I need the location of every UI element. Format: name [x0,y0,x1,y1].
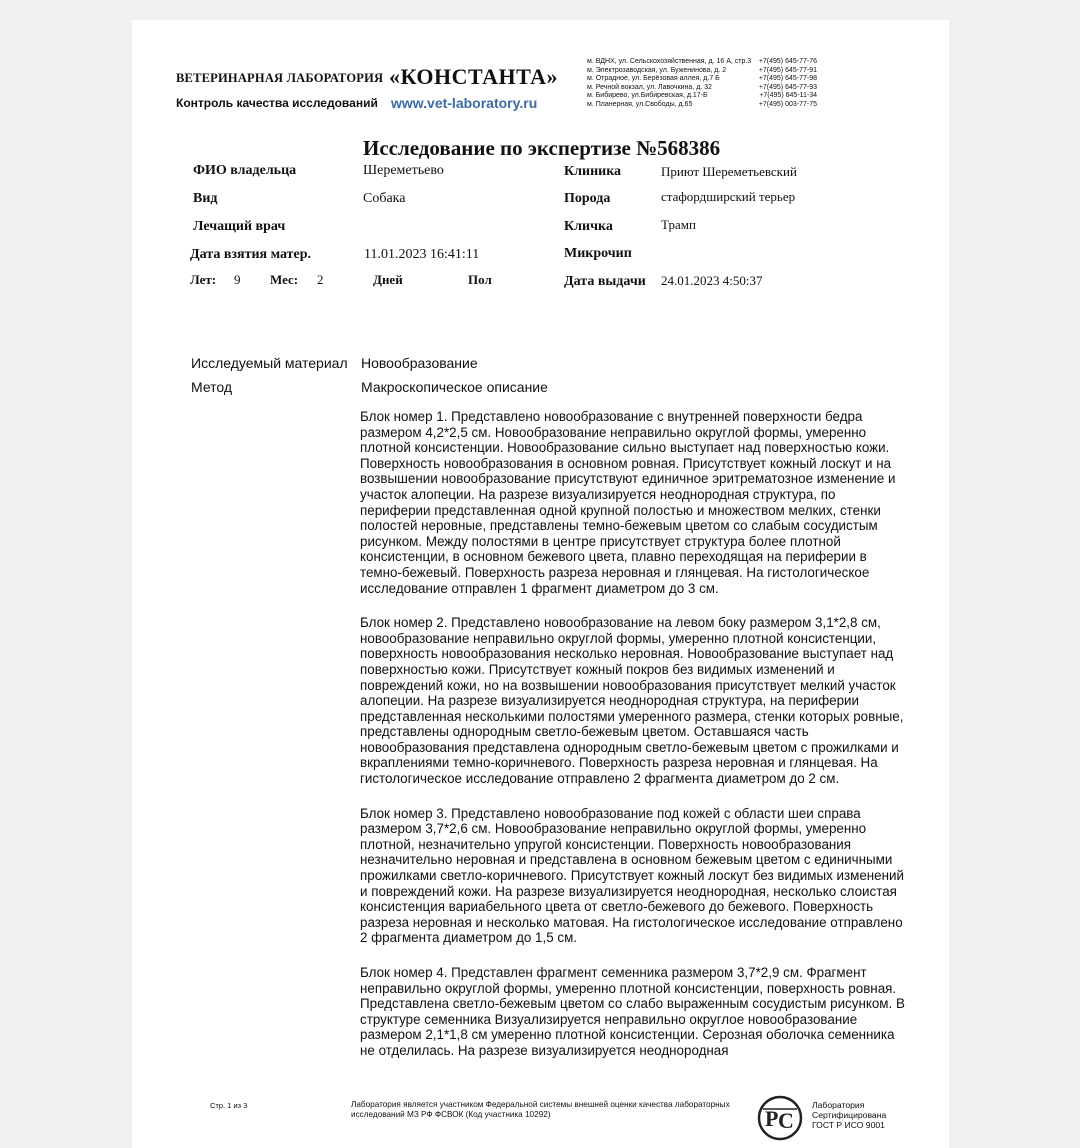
address-row [587,75,817,84]
address-row [587,101,817,110]
block-paragraph: Блок номер 1. Представлено новообразование с внутренней поверхности бедра размером 4,2*2,5 см. Новообразование неправильно округлой формы, умеренно плотной консистенции. Новообразование сильно выступает над поверхностью кожи. Поверхность новообразования в основном ровная. Присутствует кожный лоскут и на возвышении новообразование присутствуют единичное эритрематозное изменение и участок алопеции. На разрезе визуализируется неоднородная структура, по периферии представленная одной крупной полостью и множеством мелких, стенки полостей неровные, представлены темно-бежевым цветом со слабым сосудистым рисунком. Между полостями в центре присутствует структура более плотной консистенции, в основном бежевого цвета, плавно переходящая на периферии в темно-бежевый. Поверхность разреза неровная и глянцевая. На гистологическое исследование отправлен 1 фрагмент диаметром до 3 см. [360,409,896,596]
clinic-label: Клиника [564,164,622,179]
lab-name: ВЕТЕРИНАРНАЯ ЛАБОРАТОРИЯ [176,71,384,85]
years-value: 9 [234,272,241,287]
address-phone: +7(495) 003-77-75 [758,100,817,108]
macroscopic-description [360,409,905,1078]
address-text: м. Планерная, ул.Свободы, д.65 [587,100,693,108]
sex-label: Пол [468,272,492,287]
document-title: Исследование по экспертизе №568386 [363,136,721,160]
svg-text:С: С [778,1108,794,1133]
months-label: Мес: [270,272,299,287]
lab-quality-tagline: Контроль качества исследований [176,96,378,110]
address-text: м. Электрозаводская, ул. Буженинова, д. 2 [587,66,727,74]
address-row [587,67,817,76]
address-phone: +7(495) 645-77-93 [758,83,817,91]
breed-value: стафордширский терьер [661,189,796,204]
species-value: Собака [363,191,406,206]
cert-line: Лаборатория [812,1100,865,1110]
footer-note: Лаборатория является участником Федеральной системы внешней оценки качества лабораторных исследований МЗ РФ ФСВОК (Код участника 10292) [351,1100,730,1119]
address-row [587,92,817,101]
months-value: 2 [317,272,324,287]
address-row [587,58,817,67]
date-taken-label: Дата взятия матер. [190,247,312,262]
lab-addresses [587,58,817,110]
address-phone: +7(495) 645-11-34 [759,92,817,100]
address-text: м. Отрадное, ул. Берёзовая аллея, д.7 Б [587,75,720,83]
address-text: м. Бибирево, ул.Бибиревская, д.17-Б [587,92,708,100]
block-paragraph: Блок номер 4. Представлен фрагмент семенника размером 3,7*2,9 см. Фрагмент неправильно округлой формы, умеренно плотной консистенции, поверхность ровная. Представлена светло-бежевым цветом со слабо выраженным сосудистым рисунком. В структуре семенника Визуализируется неправильно округлое новообразование размером 2,1*1,8 см умеренно плотной консистенции. Серозная оболочка семенника не отделилась. На разрезе визуализируется неоднородная [360,965,905,1058]
doctor-label: Лечащий врач [193,219,286,234]
method-value: Макроскопическое описание [361,379,548,395]
years-label: Лет: [190,272,217,287]
cert-line: Сертифицирована [812,1110,887,1120]
material-value: Новообразование [361,355,478,371]
certification-text [812,1100,912,1130]
address-text: м. Речной вокзал, ул. Лавочкина, д. 32 [587,83,712,91]
method-label: Метод [191,379,233,395]
owner-label: ФИО владельца [193,163,297,178]
pet-name-label: Кличка [564,219,613,234]
brand-name: «КОНСТАНТА» [389,64,559,89]
date-taken-value: 11.01.2023 16:41:11 [364,247,480,262]
document-page [132,20,949,1148]
address-text: м. ВДНХ, ул. Сельскохозяйственная, д. 16 А, стр.3 [587,58,752,65]
certification-seal-icon [757,1095,803,1141]
cert-line: ГОСТ Р ИСО 9001 [812,1120,885,1130]
pet-name-value: Трамп [661,217,696,232]
block-paragraph: Блок номер 3. Представлено новообразование под кожей с области шеи справа размером 3,7*2,6 см. Новообразование неправильно округлой формы, умеренно плотной, незначительно упругой консистенции. Поверхность новообразования незначительно неровная и представлена в основном бежевым цветом с единичными прожилками светло-коричневого. Присутствует кожный лоскут без видимых изменений и повреждений кожи. На разрезе визуализируется неоднородная, несколько слоистая консистенция вариабельного цвета от светло-бежевого до бежевого. Поверхность разреза неровная и несколько матовая. На гистологическое исследование отправлено 2 фрагмента диаметром до 1,5 см. [360,805,904,946]
lab-website: www.vet-laboratory.ru [391,95,538,111]
days-label: Дней [373,272,403,287]
breed-label: Порода [564,191,611,206]
page-number: Стр. 1 из 3 [210,1101,248,1110]
svg-text:Р: Р [765,1106,779,1131]
material-label: Исследуемый материал [191,355,348,371]
clinic-value: Приют Шереметьевский [661,164,797,179]
owner-value: Шереметьево [363,163,444,178]
address-phone: +7(495) 645-77-91 [758,66,817,74]
address-phone: +7(495) 645-77-98 [758,75,817,83]
issue-date-label: Дата выдачи [564,274,646,289]
microchip-label: Микрочип [564,246,632,261]
issue-date-value: 24.01.2023 4:50:37 [661,273,763,288]
species-label: Вид [193,191,218,206]
address-phone: +7(495) 645-77-76 [758,58,817,65]
block-paragraph: Блок номер 2. Представлено новообразование на левом боку размером 3,1*2,8 см, новообразование неправильно округлой формы, умеренно плотной консистенции, поверхность новообразования несколько неровная. Новообразование выступает над поверхностью кожи. Присутствует кожный покров без видимых изменений и повреждений кожи, но на возвышении новообразования присутствует мелкий участок алопеции. На разрезе визуализируется неоднородная структура, на периферии представленная несколькими полостями умеренного размера, стенки которых ровные, представлены однородным светло-бежевым цветом. Оставшаяся часть новообразования представлена однородным светло-бежевым цветом с прожилками и вкраплениями темно-коричневого. Поверхность разреза неровная и глянцевая. На гистологическое исследование отправлено 2 фрагмента диаметром до 2 см. [360,615,904,787]
